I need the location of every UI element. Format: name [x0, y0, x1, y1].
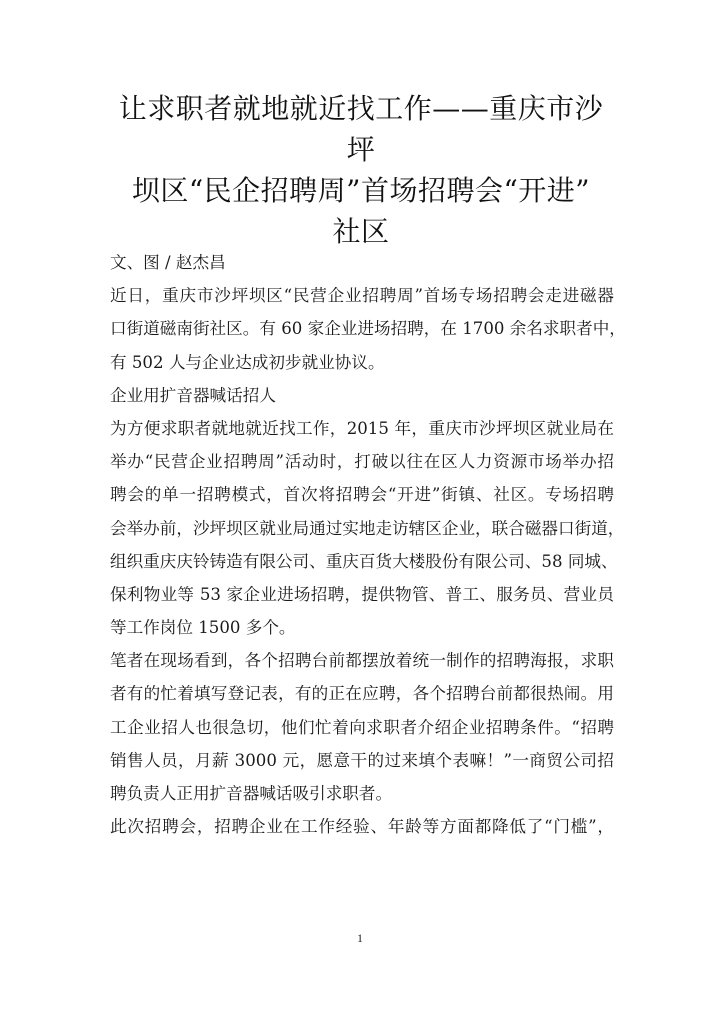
paragraph-scene	[110, 644, 614, 810]
title-line: 让求职者就地就近找工作——重庆市沙坪	[118, 92, 604, 166]
text-line: 工企业招人也很急切，他们忙着向求职者介绍企业招聘条件。“招聘	[110, 717, 614, 737]
text-line: 口街道磁南街社区。有 60 家企业进场招聘，在 1700 余名求职者中，	[110, 319, 626, 339]
text-line: 聘负责人正用扩音器喊话吸引求职者。	[110, 784, 393, 803]
text-line: 有 502 人与企业达成初步就业协议。	[110, 352, 385, 372]
article-body	[110, 246, 626, 843]
paragraph-intro	[110, 279, 626, 379]
byline: 文、图 / 赵杰昌	[110, 253, 226, 272]
text-line: 会举办前，沙坪坝区就业局通过实地走访辖区企业，联合磁器口街道，	[110, 518, 625, 538]
text-line: 聘会的单一招聘模式，首次将招聘会“开进”街镇、社区。专场招聘	[110, 485, 614, 505]
subheading: 企业用扩音器喊话招人	[110, 385, 276, 405]
text-line: 此次招聘会，招聘企业在工作经验、年龄等方面都降低了“门槛”，	[110, 817, 614, 837]
text-line: 近日，重庆市沙坪坝区“民营企业招聘周”首场专场招聘会走进磁器	[110, 286, 614, 306]
section-heading	[110, 379, 614, 412]
title-line: 坝区“民企招聘周”首场招聘会“开进”	[131, 174, 591, 207]
paragraph-threshold	[110, 810, 614, 843]
text-line: 保利物业等 53 家企业进场招聘，提供物管、普工、服务员、营业员	[110, 584, 614, 604]
text-line: 笔者在现场看到，各个招聘台前都摆放着统一制作的招聘海报，求职	[110, 651, 614, 671]
text-line: 者有的忙着填写登记表，有的正在应聘，各个招聘台前都很热闹。用	[110, 684, 614, 704]
text-line: 举办“民营企业招聘周”活动时，打破以往在区人力资源市场举办招	[110, 452, 614, 472]
page-number: 1	[357, 931, 363, 945]
text-line: 为方便求职者就地就近找工作，2015 年，重庆市沙坪坝区就业局在	[110, 418, 614, 438]
article-title	[108, 88, 614, 252]
title-line: 社区	[332, 215, 390, 248]
paragraph-background	[110, 412, 625, 644]
text-line: 销售人员，月薪 3000 元，愿意干的过来填个表嘛！”一商贸公司招	[110, 750, 614, 770]
text-line: 等工作岗位 1500 多个。	[110, 618, 296, 638]
text-line: 组织重庆庆铃铸造有限公司、重庆百货大楼股份有限公司、58 同城、	[110, 551, 618, 571]
